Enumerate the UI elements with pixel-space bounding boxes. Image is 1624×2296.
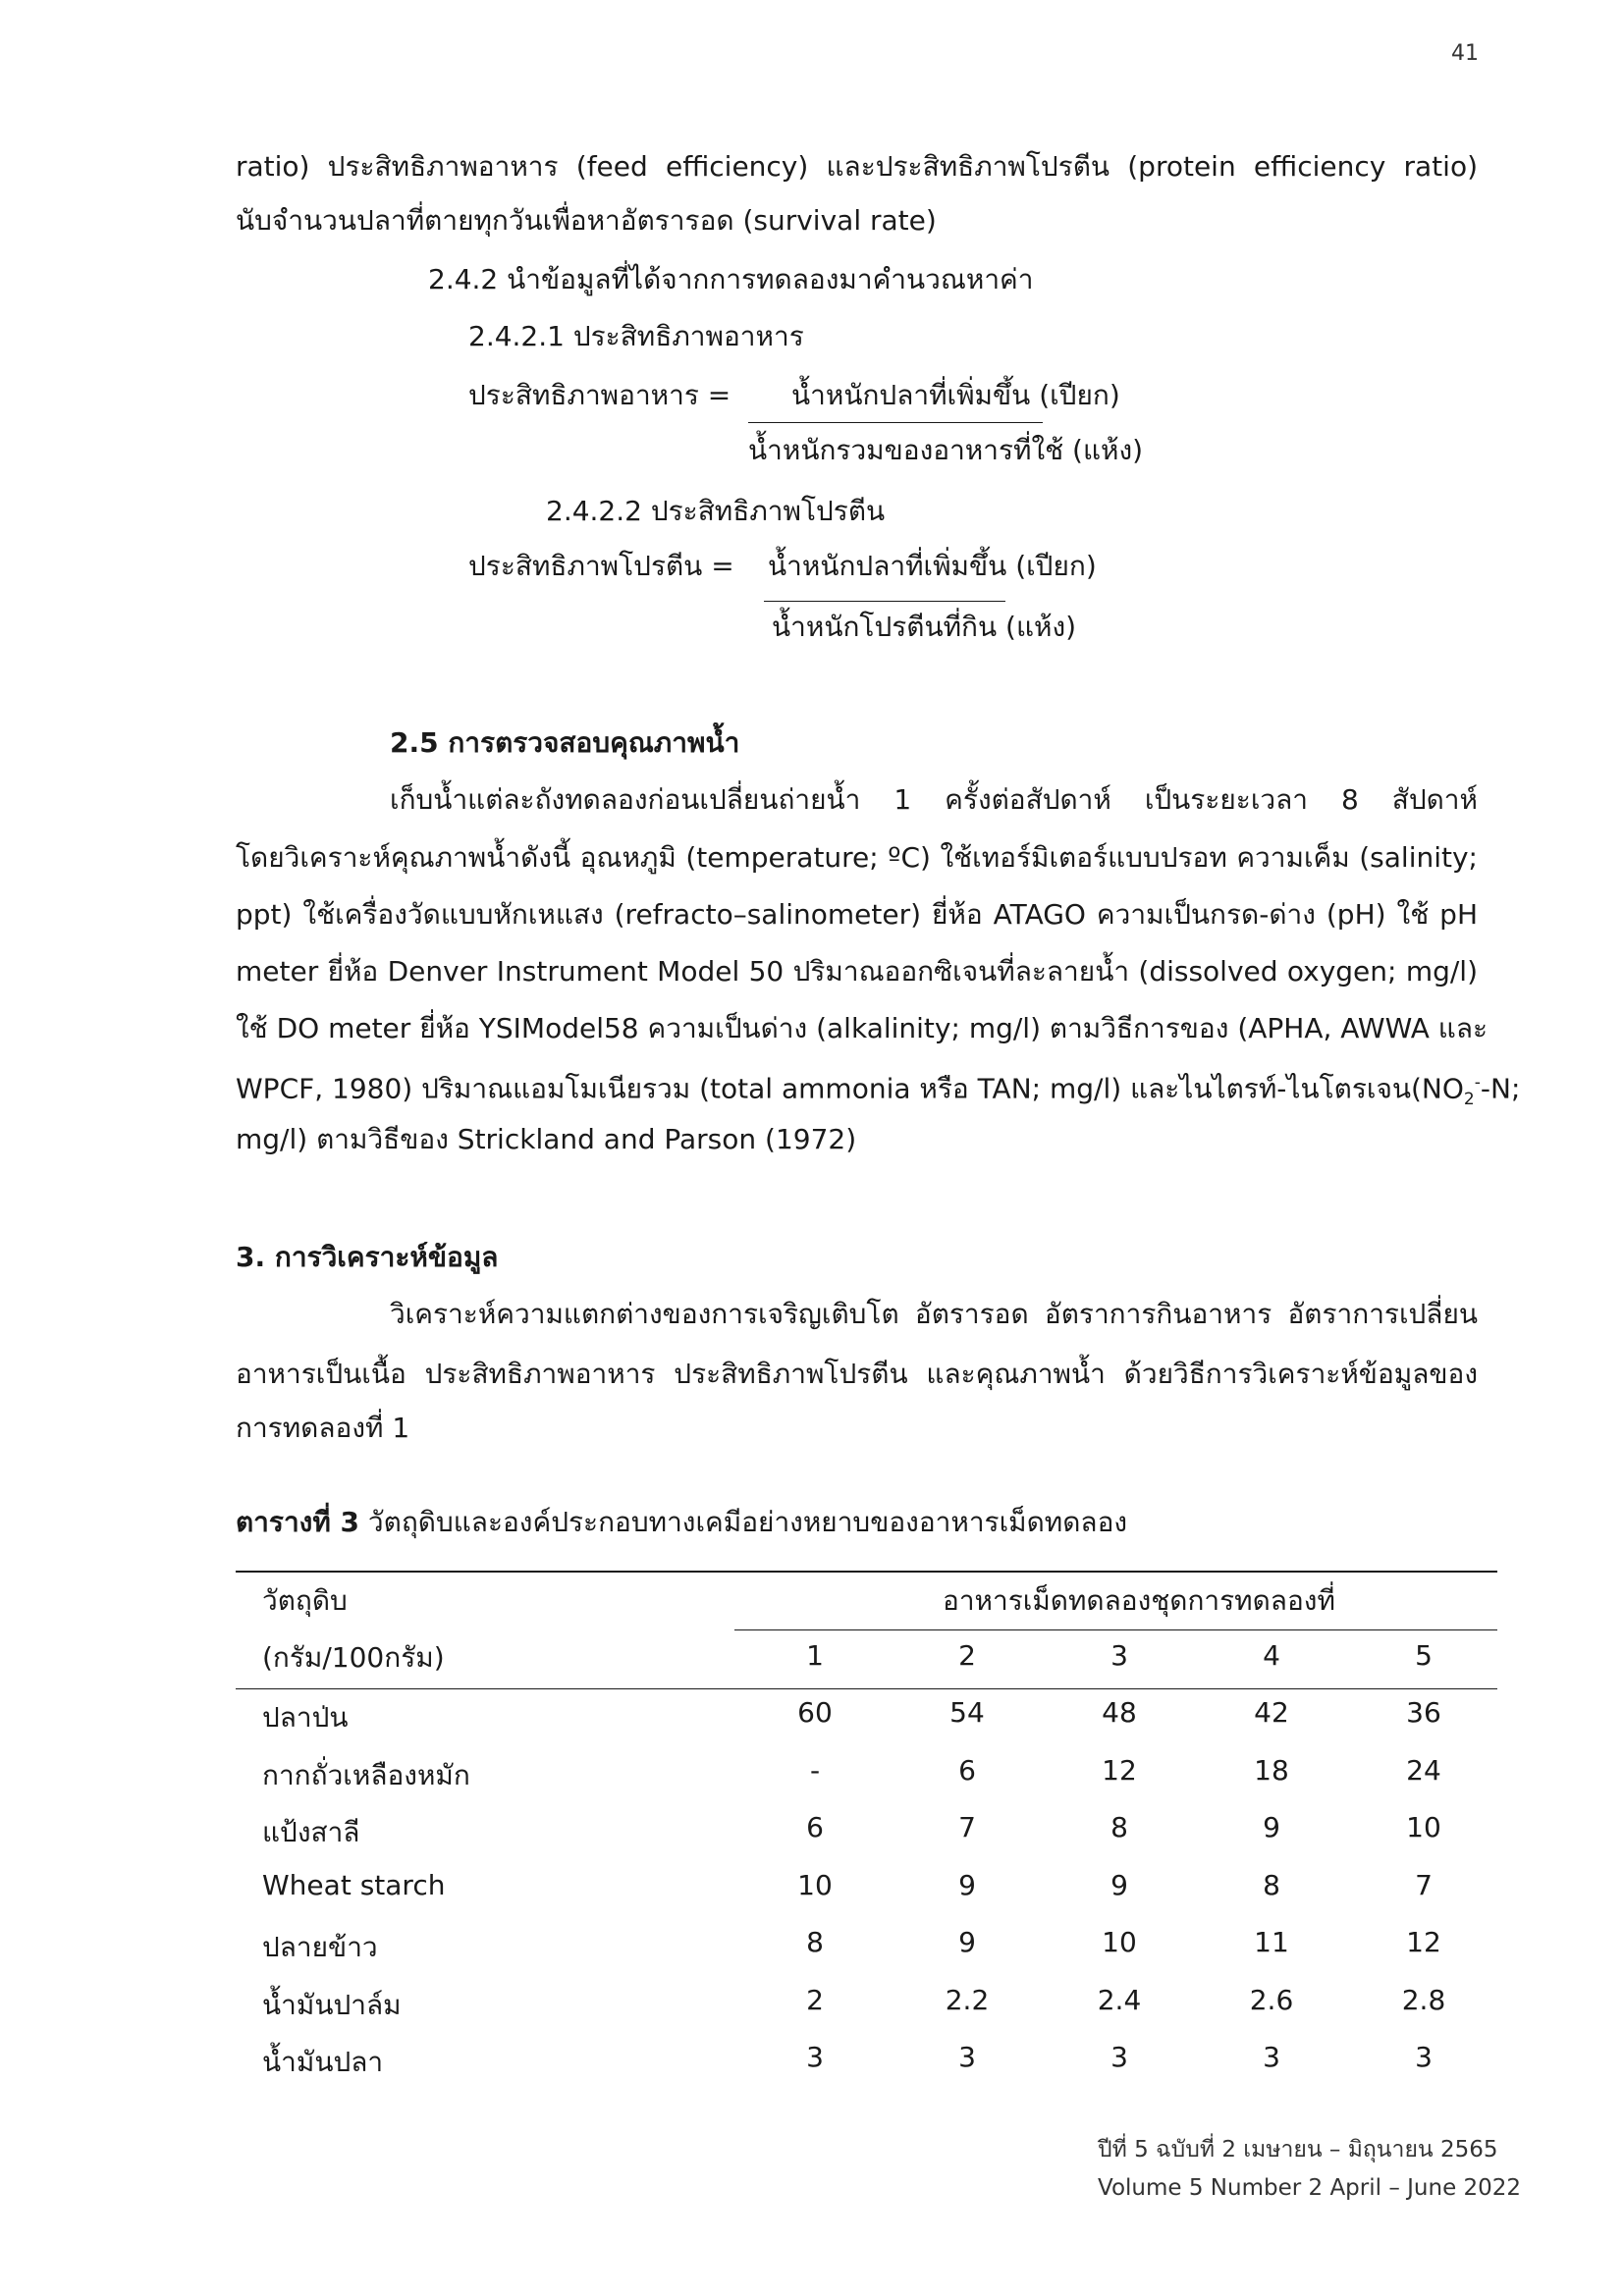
- table-header-col-unit: (กรัม/100กรัม): [262, 1641, 445, 1674]
- table-top-rule: [236, 1571, 1497, 1573]
- table-cell: 8: [1110, 1811, 1128, 1843]
- table-cell: 36: [1406, 1696, 1441, 1729]
- table-cell: 3: [1415, 2041, 1433, 2073]
- table-header-col: วัตถุดิบ: [262, 1584, 348, 1617]
- table-cell: 6: [806, 1811, 824, 1843]
- table-cell: 10: [797, 1868, 833, 1901]
- intro-line-2: นับจำนวนปลาที่ตายทุกวันเพื่อหาอัตรารอด (survival rate): [236, 204, 937, 237]
- table-cell: 3: [806, 2041, 824, 2073]
- table-3-caption: [236, 1504, 1127, 1541]
- table-cell: 12: [1406, 1926, 1441, 1958]
- section-2-5-heading: 2.5 การตรวจสอบคุณภาพน้ำ: [390, 726, 740, 759]
- table-cell: 2.4: [1097, 1983, 1142, 2016]
- table-cell: 12: [1102, 1753, 1137, 1787]
- no2-superscript: -: [1474, 1073, 1481, 1093]
- table-cell: 9: [958, 1926, 976, 1958]
- footer-thai: ปีที่ 5 ฉบับที่ 2 เมษายน – มิถุนายน 2565: [1098, 2137, 1498, 2163]
- table-cell: 8: [806, 1926, 824, 1958]
- section-2-5-line-4: meter ยี่ห้อ Denver Instrument Model 50 ปริมาณออกซิเจนที่ละลายน้ำ (dissolved oxygen; mg/l): [236, 955, 1478, 988]
- table-column-header: 5: [1415, 1639, 1433, 1672]
- section-3-line-1: วิเคราะห์ความแตกต่างของการเจริญเติบโต อัตรารอด อัตราการกินอาหาร อัตราการเปลี่ยน: [390, 1298, 1478, 1330]
- table-row-label: ปลาป่น: [262, 1701, 349, 1734]
- section-2-4-2-heading: 2.4.2 นำข้อมูลที่ได้จากการทดลองมาคำนวณหาค่า: [428, 263, 1034, 295]
- footer-english: Volume 5 Number 2 April – June 2022: [1098, 2175, 1522, 2201]
- table-cell: 7: [1415, 1868, 1433, 1901]
- section-2-5-line-3: ppt) ใช้เครื่องวัดแบบหักเหแสง (refracto–salinometer) ยี่ห้อ ATAGO ความเป็นกรด-ด่าง (pH) ใช้ pH: [236, 898, 1478, 931]
- section-2-5-line-5: ใช้ DO meter ยี่ห้อ YSIModel58 ความเป็นด่าง (alkalinity; mg/l) ตามวิธีการของ (APHA, AWWA และ: [236, 1012, 1489, 1044]
- table-cell: 2.6: [1249, 1983, 1294, 2016]
- table-3-caption-label: ตารางที่ 3: [236, 1506, 360, 1538]
- table-cell: 2.8: [1401, 1983, 1446, 2016]
- table-cell: 9: [1110, 1868, 1128, 1901]
- formula-2-fraction-bar: [764, 601, 1005, 602]
- table-column-header: 2: [958, 1639, 976, 1672]
- section-3-line-2: อาหารเป็นเนื้อ ประสิทธิภาพอาหาร ประสิทธิภาพโปรตีน และคุณภาพน้ำ ด้วยวิธีการวิเคราะห์ข้อมูลของ: [236, 1358, 1478, 1390]
- table-header-group: อาหารเม็ดทดลองชุดการทดลองที่: [943, 1584, 1335, 1617]
- formula-1-numerator: น้ำหนักปลาที่เพิ่มขึ้น (เปียก): [791, 379, 1120, 411]
- table-cell: 3: [1110, 2041, 1128, 2073]
- formula-2-numerator: น้ำหนักปลาที่เพิ่มขึ้น (เปียก): [768, 550, 1097, 582]
- table-header-rule: [236, 1688, 1497, 1689]
- table-cell: 2: [806, 1983, 824, 2016]
- table-cell: 24: [1406, 1753, 1441, 1787]
- table-cell: 10: [1406, 1811, 1441, 1843]
- intro-line-1: ratio) ประสิทธิภาพอาหาร (feed efficiency) และประสิทธิภาพโปรตีน (protein efficiency ratio): [236, 150, 1478, 183]
- table-row-label: แป้งสาลี: [262, 1816, 360, 1848]
- table-3-caption-text: วัตถุดิบและองค์ประกอบทางเคมีอย่างหยาบของอาหารเม็ดทดลอง: [359, 1506, 1128, 1538]
- formula-1-fraction-bar: [748, 422, 1043, 423]
- table-cell: 42: [1254, 1696, 1289, 1729]
- formula-1-denominator: น้ำหนักรวมของอาหารที่ใช้ (แห้ง): [748, 434, 1144, 466]
- table-cell: 3: [1263, 2041, 1280, 2073]
- section-3-line-3: การทดลองที่ 1: [236, 1412, 410, 1444]
- section-2-5-line-1: เก็บน้ำแต่ละถังทดลองก่อนเปลี่ยนถ่ายน้ำ 1 ครั้งต่อสัปดาห์ เป็นระยะเวลา 8 สัปดาห์: [390, 783, 1478, 816]
- table-column-header: 4: [1263, 1639, 1280, 1672]
- table-column-header: 3: [1110, 1639, 1128, 1672]
- table-row-label: น้ำมันปาล์ม: [262, 1988, 402, 2021]
- table-row-label: ปลายข้าว: [262, 1931, 378, 1963]
- table-cell: 2.2: [945, 1983, 990, 2016]
- line-6-tail: -N;: [1480, 1072, 1521, 1105]
- table-cell: 8: [1263, 1868, 1280, 1901]
- formula-2-denominator: น้ำหนักโปรตีนที่กิน (แห้ง): [772, 611, 1077, 643]
- table-cell: -: [809, 1753, 821, 1787]
- section-2-5-line-7: mg/l) ตามวิธีของ Strickland and Parson (1972): [236, 1123, 857, 1155]
- table-column-header: 1: [806, 1639, 824, 1672]
- formula-2-label: ประสิทธิภาพโปรตีน =: [468, 550, 734, 582]
- table-cell: 9: [958, 1868, 976, 1901]
- section-3-heading: 3. การวิเคราะห์ข้อมูล: [236, 1241, 499, 1273]
- table-cell: 18: [1254, 1753, 1289, 1787]
- section-2-4-2-1-heading: 2.4.2.1 ประสิทธิภาพอาหาร: [468, 320, 804, 352]
- table-cell: 6: [958, 1753, 976, 1787]
- section-2-4-2-2-heading: 2.4.2.2 ประสิทธิภาพโปรตีน: [546, 495, 886, 527]
- section-2-5-line-6: [236, 1064, 1521, 1118]
- no2-subscript: 2: [1463, 1089, 1475, 1109]
- table-row-label: กากถั่วเหลืองหมัก: [262, 1758, 470, 1791]
- table-cell: 10: [1102, 1926, 1137, 1958]
- table-group-rule: [734, 1629, 1497, 1630]
- table-cell: 60: [797, 1696, 833, 1729]
- page-number: 41: [1451, 41, 1479, 66]
- table-cell: 54: [949, 1696, 985, 1729]
- line-6-text: WPCF, 1980) ปริมาณแอมโมเนียรวม (total ammonia หรือ TAN; mg/l) และไนไตรท์-ไนโตรเจน(NO: [236, 1072, 1464, 1105]
- table-row-label: น้ำมันปลา: [262, 2046, 384, 2078]
- section-2-5-line-2: โดยวิเคราะห์คุณภาพน้ำดังนี้ อุณหภูมิ (temperature; ºC) ใช้เทอร์มิเตอร์แบบปรอท ความเค็ม (salinity;: [236, 841, 1478, 874]
- table-cell: 7: [958, 1811, 976, 1843]
- table-row-label: Wheat starch: [262, 1868, 446, 1901]
- table-cell: 11: [1254, 1926, 1289, 1958]
- table-cell: 48: [1102, 1696, 1137, 1729]
- formula-1-label: ประสิทธิภาพอาหาร =: [468, 379, 731, 411]
- table-cell: 3: [958, 2041, 976, 2073]
- table-cell: 9: [1263, 1811, 1280, 1843]
